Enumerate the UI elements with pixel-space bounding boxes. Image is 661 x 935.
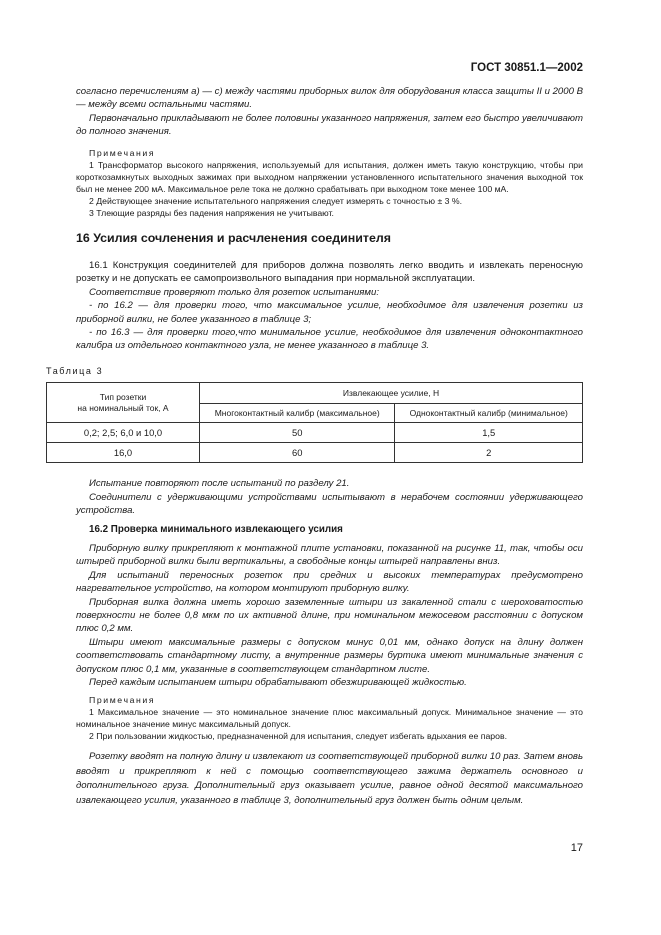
table-row <box>47 443 583 463</box>
after-table-paragraph-2: Соединители с удерживающими устройствами испытывают в нерабочем состоянии удерживающего устройства. <box>76 491 583 517</box>
table-cell-min: 2 <box>395 443 583 463</box>
table-cell-type: 0,2; 2,5; 6,0 и 10,0 <box>47 423 200 443</box>
standard-header: ГОСТ 30851.1—2002 <box>470 62 583 74</box>
table-header-force: Извлекающее усилие, Н <box>200 383 583 404</box>
section-16-1-paragraph: 16.1 Конструкция соединителей для приборов должна позволять легко вводить и извлекать переносную розетку и не допускать ее самопроизвольного выпадания при нормальной эксплуатации. <box>76 260 583 285</box>
table-3-caption: Таблица 3 <box>46 365 104 376</box>
table-header-type-line1: Тип розетки <box>99 391 147 402</box>
after-table-paragraph-1: Испытание повторяют после испытаний по разделу 21. <box>89 478 350 490</box>
table-row <box>47 423 583 443</box>
table-cell-max: 50 <box>200 423 395 443</box>
section-16-2-paragraph-5: Перед каждым испытанием штыри обрабатывают обезжиривающей жидкостью. <box>89 676 467 688</box>
section-16-2-paragraph-4: Штыри имеют максимальные размеры с допуском минус 0,01 мм, однако допуск на длину должен соответствовать стандартному листу, а внутренние размеры буртика имеют минимальные значения с допуском плюс 0,1 мм, указанные в соответствующем стандартном листе. <box>76 636 583 675</box>
table-cell-min: 1,5 <box>395 423 583 443</box>
section-16-2-paragraph-3: Приборная вилка должна иметь хорошо заземленные штыри из закаленной стали с шероховатостью поверхности не более 0,8 мкм по их активной длине, при номинальном межосевом расстоянии с допуском плюс 0,2 мм. <box>76 596 583 635</box>
notes-2-item-1: 1 Максимальное значение — это номинальное значение плюс максимальный допуск. Минимальное значение — это номинальное значение минус максимальный допуск. <box>76 707 583 730</box>
table-cell-type: 16,0 <box>47 443 200 463</box>
page-body <box>46 85 583 808</box>
table-header-max: Многоконтактный калибр (максимальное) <box>200 404 395 423</box>
table-header-min: Одноконтактный калибр (минимальное) <box>395 404 583 423</box>
intro-paragraph-1: согласно перечислениям а) — с) между частями приборных вилок для оборудования класса защиты II и 2000 В — между всеми остальными частями. <box>76 86 583 111</box>
table-header-type <box>47 383 200 423</box>
page-number: 17 <box>570 842 583 854</box>
section-16-2-paragraph-1: Приборную вилку прикрепляют к монтажной плите установки, показанной на рисунке 11, так, чтобы оси штырей приборной вилки были вертикальны, а свободные концы штырей направлены вниз. <box>76 542 583 568</box>
notes-1-title: Примечания <box>89 147 156 158</box>
table-header-type-line2: на номинальный ток, А <box>77 402 169 413</box>
section-16-item-a: - по 16.2 — для проверки того, что максимальное усилие, необходимое для извлечения розетки из приборной вилки, не более указанного в таблице 3; <box>76 300 583 325</box>
section-16-heading: 16 Усилия сочленения и расчленения соединителя <box>76 230 391 245</box>
table-3 <box>46 382 583 463</box>
table-cell-max: 60 <box>200 443 395 463</box>
intro-paragraph-2: Первоначально прикладывают не более половины указанного напряжения, затем его быстро увеличивают до полного значения. <box>76 112 583 138</box>
notes-1-item-1: 1 Трансформатор высокого напряжения, используемый для испытания, должен иметь такую конструкцию, чтобы при короткозамкнутых выходных зажимах при выходном напряжении установленного испытательного значения выходной ток был не менее 200 мА. Максимальное реле тока не должно срабатывать при выходном токе менее 100 мА. <box>76 159 583 194</box>
section-16-2-heading: 16.2 Проверка минимального извлекающего усилия <box>89 523 343 535</box>
notes-1-item-3: 3 Тлеющие разряды без падения напряжения не учитывают. <box>89 207 334 218</box>
notes-1-item-2: 2 Действующее значение испытательного напряжения следует измерять с точностью ± 3 %. <box>89 195 463 206</box>
notes-2-item-2: 2 При пользовании жидкостью, предназначенной для испытания, следует избегать вдыхания ее паров. <box>89 731 507 742</box>
section-16-2-paragraph-2: Для испытаний переносных розеток при средних и высоких температурах предусмотрено нагревательное устройство, на котором монтируют приборную вилку. <box>76 569 583 595</box>
notes-2-title: Примечания <box>89 695 156 706</box>
section-16-check-paragraph: Соответствие проверяют только для розеток испытаниями: <box>89 286 380 298</box>
table-header-row <box>47 383 583 404</box>
final-paragraph: Розетку вводят на полную длину и извлекают из соответствующей приборной вилки 10 раз. Затем вновь вводят и прикрепляют к ней с помощью соответствующего зажима держатель основного и дополнительного груза. Дополнительный груз оказывает усилие, равное одной десятой максимального извлекающего усилия, указанного в таблице 3, дополнительный груз должен быть одним целым. <box>76 751 583 806</box>
section-16-item-b: - по 16.3 — для проверки того,что минимальное усилие, необходимое для извлечения одноконтактного калибра из отдельного контактного узла, не менее указанного в таблице 3. <box>76 327 583 352</box>
